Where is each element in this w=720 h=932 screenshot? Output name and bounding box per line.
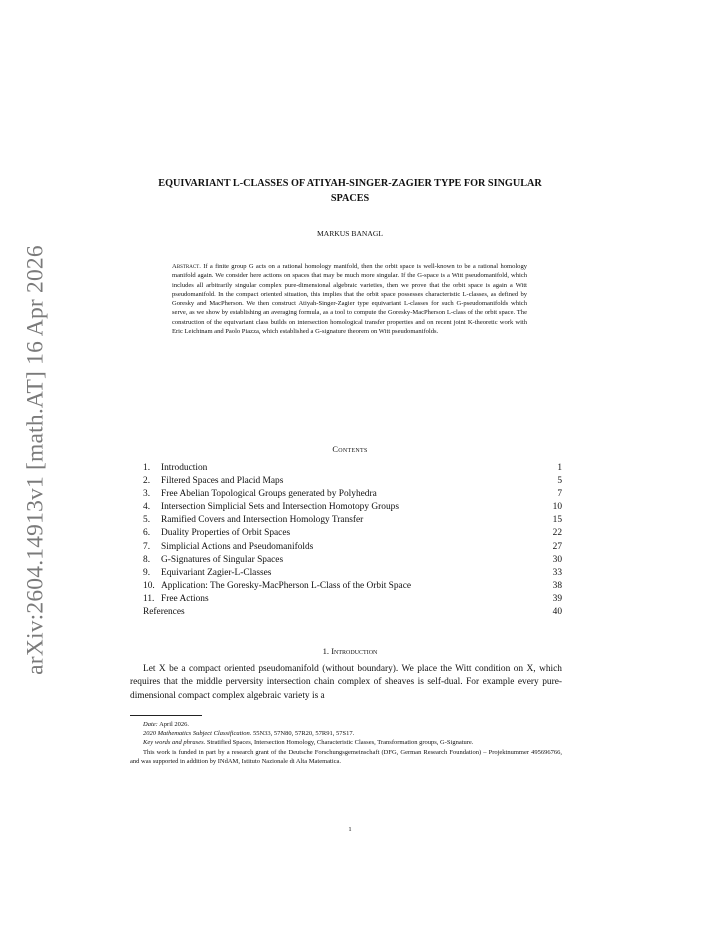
toc-entry-title: Application: The Goresky-MacPherson L-Class of the Orbit Space	[161, 580, 412, 591]
toc-entry-page: 39	[552, 593, 562, 604]
abstract	[172, 262, 527, 336]
toc-entry[interactable]	[143, 567, 562, 580]
toc-entry-page: 30	[552, 554, 562, 565]
toc-entry-label	[143, 554, 283, 567]
footnote-label: 2020 Mathematics Subject Classification.	[143, 730, 252, 738]
toc-entry[interactable]	[143, 462, 562, 475]
toc-entry-title: References	[143, 607, 185, 618]
toc-entry-page: 27	[552, 541, 562, 552]
footnote	[130, 729, 562, 738]
toc-entry-number: 8.	[143, 554, 151, 565]
toc-entry-title: Free Actions	[161, 593, 209, 604]
toc-entry-title: Duality Properties of Orbit Spaces	[161, 528, 291, 539]
toc-entry[interactable]	[143, 554, 562, 567]
abstract-text: If a finite group G acts on a rational homology manifold, then the orbit space is well-known to be a rational homology manifold again. We consider here actions on spaces that may be much more singular. If the G-space is a Witt pseudomanifold, which includes all arbitrarily singular complex pure-dimensional algebraic varieties, then we prove that the orbit space is again a Witt pseudomanifold. In the compact oriented situation, this implies that the orbit space possesses characteristic L-classes, as defined by Goresky and MacPherson. We then construct Atiyah-Singer-Zagier type equivariant L-classes for such G-pseudomanifolds which serve, as we show by establishing an averaging formula, as a tool to compute the Goresky-MacPherson L-class of the orbit space. The construction of the equivariant class builds on intersection homological transfer properties and on recent joint K-theoretic work with Eric Leichtnam and Paolo Piazza, which established a G-signature theorem on Witt pseudomanifolds.	[172, 263, 527, 335]
footnote-rule	[130, 715, 202, 716]
toc-entry-label	[143, 488, 377, 501]
toc-entry-title: Introduction	[161, 463, 208, 473]
toc-entry-title: G-Signatures of Singular Spaces	[161, 554, 284, 565]
toc-entry[interactable]	[143, 488, 562, 501]
section-body-text: Let X be a compact oriented pseudomanifold (without boundary). We place the Witt condition on X, which requires that the middle perversity intersection chain complex of sheaves is self-dual. For example every pure-dimensional compact complex algebraic variety is a	[130, 664, 562, 701]
toc-entry-label	[143, 475, 283, 488]
toc-entry-page: 40	[552, 607, 562, 618]
toc-entry-title: Filtered Spaces and Placid Maps	[161, 476, 284, 487]
toc-entry-label	[143, 462, 207, 475]
contents-heading: Contents	[332, 445, 368, 454]
toc-entry-label	[143, 580, 411, 593]
arxiv-identifier[interactable]: arXiv:2604.14913v1 [math.AT] 16 Apr 2026	[22, 245, 49, 675]
toc-entry-title: Equivariant Zagier-L-Classes	[161, 567, 272, 578]
page-number: 1	[348, 826, 352, 833]
toc-entry-page: 33	[552, 567, 562, 578]
toc-entry-number: 5.	[143, 515, 151, 526]
toc-entry-page: 5	[557, 476, 562, 487]
toc-entry[interactable]	[143, 527, 562, 540]
toc-entry-page: 7	[557, 489, 562, 500]
toc-entry-number: 6.	[143, 528, 151, 539]
toc-entry-page: 10	[552, 502, 562, 513]
toc-entry[interactable]	[143, 541, 562, 554]
toc-entry-number: 4.	[143, 502, 151, 513]
toc-entry-page: 1	[557, 463, 562, 473]
arxiv-sidebar	[0, 0, 70, 932]
toc-entry-number: 10.	[143, 580, 155, 591]
abstract-label: Abstract.	[172, 263, 201, 270]
table-of-contents	[143, 462, 562, 619]
toc-entry-page: 22	[552, 528, 562, 539]
toc-entry[interactable]	[143, 580, 562, 593]
toc-entry-page: 38	[552, 580, 562, 591]
toc-entry[interactable]	[143, 514, 562, 527]
toc-entry-label	[143, 514, 363, 527]
footnote-text: Stratified Spaces, Intersection Homology, Characteristic Classes, Transformation groups, G-Signature.	[205, 739, 474, 747]
toc-entry-label	[143, 501, 399, 514]
footnote-text: This work is funded in part by a research grant of the Deutsche Forschungsgemeinschaft (DFG, German Research Foundation) – Projektnummer 495696766, and was supported in addition by INdAM, Istituto Nazionale di Alta Matematica.	[130, 748, 562, 765]
paper-title: EQUIVARIANT L-CLASSES OF ATIYAH-SINGER-ZAGIER TYPE FOR SINGULAR SPACES	[158, 178, 542, 204]
footnotes	[130, 720, 562, 766]
toc-entry-number: 3.	[143, 489, 151, 500]
footnote-label: Date:	[143, 721, 158, 728]
toc-entry-title: Intersection Simplicial Sets and Intersection Homotopy Groups	[161, 502, 399, 513]
footnote-text: 55N33, 57N80, 57R20, 57R91, 57S17.	[251, 730, 355, 738]
toc-entry-label	[143, 606, 185, 619]
footnote-label: Key words and phrases.	[143, 739, 206, 747]
toc-entry-number: 2.	[143, 476, 151, 487]
footnote	[130, 748, 562, 766]
author-name: MARKUS BANAGL	[316, 229, 384, 238]
toc-entry-label	[143, 593, 209, 606]
toc-entry-label	[143, 567, 271, 580]
toc-entry-number: 11.	[143, 593, 155, 604]
toc-entry[interactable]	[143, 606, 562, 619]
toc-entry-title: Free Abelian Topological Groups generated by Polyhedra	[161, 489, 377, 500]
footnote	[130, 738, 562, 747]
toc-entry-title: Ramified Covers and Intersection Homology Transfer	[161, 515, 364, 526]
toc-entry-label	[143, 541, 313, 554]
toc-entry[interactable]	[143, 475, 562, 488]
section-heading: 1. Introduction	[322, 646, 378, 656]
toc-entry-page: 15	[552, 515, 562, 526]
toc-entry-label	[143, 527, 290, 540]
toc-entry[interactable]	[143, 501, 562, 514]
footnote-text: April 2026.	[157, 721, 190, 728]
toc-entry[interactable]	[143, 593, 562, 606]
toc-entry-title: Simplicial Actions and Pseudomanifolds	[161, 541, 314, 552]
toc-entry-number: 9.	[143, 567, 151, 578]
toc-entry-number: 7.	[143, 541, 151, 552]
footnote	[130, 720, 562, 729]
toc-entry-number: 1.	[143, 463, 151, 473]
